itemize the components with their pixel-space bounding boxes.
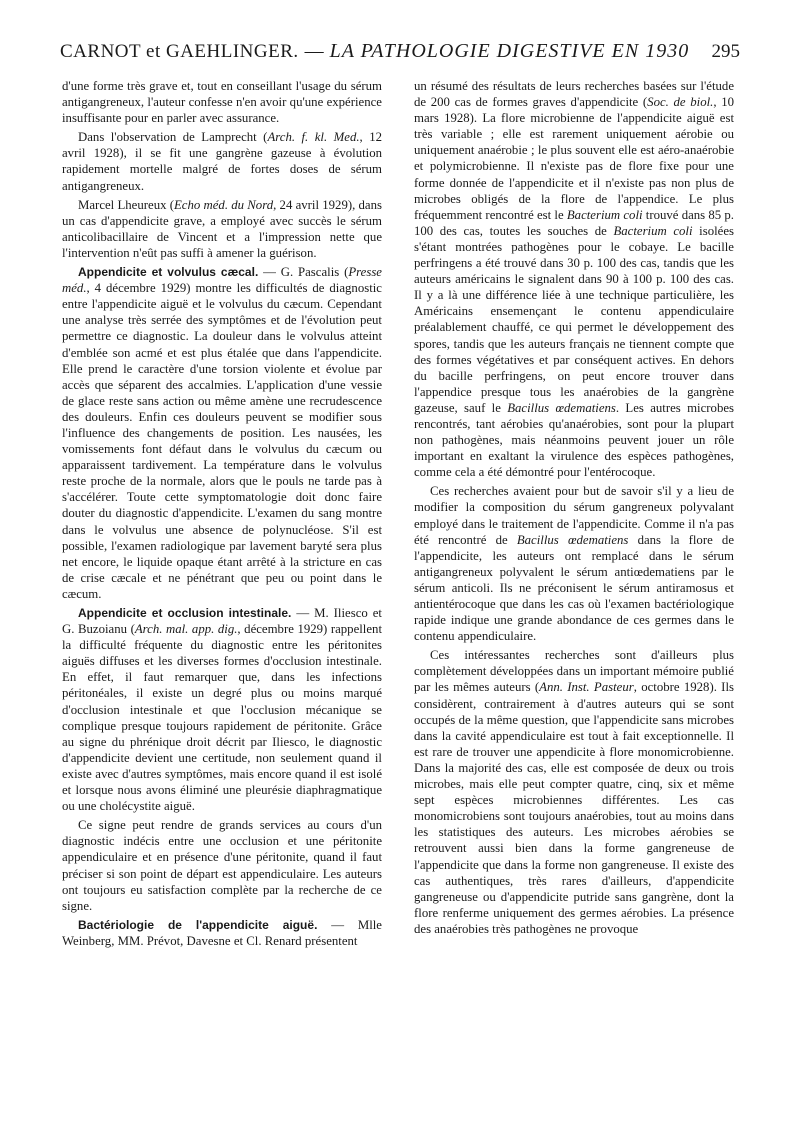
citation: Arch. f. kl. Med. <box>267 130 360 145</box>
right-column <box>414 78 734 1118</box>
header-title: LA PATHOLOGIE DIGESTIVE EN 1930 <box>329 40 690 62</box>
citation: Presse méd. <box>62 265 382 296</box>
section-heading: Appendicite et volvulus cæcal. <box>78 265 259 280</box>
paragraph: Ce signe peut rendre de grands services au cours d'un diagnostic indécis entre une occlusion et une péritonite appendiculaire et en présence d'une péritonite, quand il faut préciser si son point de départ est appendiculaire. Les auteurs ont toujours eu satisfaction complète par la recherche de ce signe. <box>62 818 382 913</box>
header-dash: — <box>304 41 324 62</box>
citation: Soc. de biol. <box>647 95 714 110</box>
section-heading: Bactériologie de l'appendicite aiguë. <box>78 917 318 932</box>
paragraph: Ces intéressantes recherches sont d'ailleurs plus complètement développées dans un important mémoire publié par les mêmes auteurs (Ann. Inst. Pasteur, octobre 1928). Ils considèrent, contrairement à d'autres auteurs qui se sont occupés de la même question, que l'appendicite sans microbes dans la cavité appendiculaire est tout à fait exceptionnelle. Il est rare de trouver une appendicite à flore monomicrobienne. Dans la majorité des cas, elle est composée de deux ou trois microbes, mais elle peut compter quatre, cinq, six et même sept espèces microbiennes différentes. Les cas monomicrobiens sont toujours anaérobies, tout au moins dans les statistiques des auteurs. Les microbes aérobies se retrouvent aussi bien dans la forme gangreneuse de l'appendicite que dans la forme non gangreneuse. Il existe des cas authentiques, très rares d'ailleurs, d'appendicite gangreneuse ou d'appendicite putride sans gangrène, dont la flore renferme uniquement des germes aérobies. La présence des anaérobies très pathogènes ne provoque <box>414 648 734 936</box>
section-heading: Appendicite et occlusion intestinale. <box>78 606 292 620</box>
paragraph: un résumé des résultats de leurs recherches basées sur l'étude de 200 cas de formes graves d'appendicite (Soc. de biol., 10 mars 1928). La flore microbienne de l'appendicite aiguë est très variable ; elle est rarement uniquement aérobie ou uniquement anaérobie ; le plus souvent elle est aéro-anaérobie et polymicrobienne. Il n'existe pas de flore fixe pour une forme donnée de l'appendicite et il n'existe pas non plus de microbes obligés de la flore de l'appendice. Le plus fréquemment rencontré est le Bacterium coli trouvé dans 85 p. 100 des cas, toutes les souches de Bacterium coli isolées s'étant montrées pathogènes pour le cobaye. Le bacille perfringens a été trouvé dans 30 p. 100 des cas, tandis que les auteurs américains le signalent dans 90 à 100 p. 100 des cas. Il y a là une différence liée à une technique particulière, les Américains ensemençant le contenu appendiculaire préalablement chauffé, ce qui permet le développement des spores, tandis que les auteurs français ne tiennent compte que des formes végétatives et par conséquent actives. En dehors du bacille perfringens, on peut encore trouver dans l'appendice presque tous les anaérobies de la gangrène gazeuse, sauf le Bacillus œdematiens. Les autres microbes rencontrés, tant aérobies qu'anaérobies, sont pour la plupart non pathogènes, mais néanmoins peuvent jouer un rôle important en exaltant la virulence des espèces pathogènes, comme cela a été démontré pour l'entérocoque. <box>414 79 734 480</box>
citation: Arch. mal. app. dig. <box>134 622 238 637</box>
citation: Echo méd. du Nord <box>173 197 274 212</box>
paragraph: d'une forme très grave et, tout en conseillant l'usage du sérum antigangreneux, l'auteur confesse n'en avoir qu'une expérience insuffisante pour en parler avec assurance. <box>62 79 382 126</box>
paragraph: Dans l'observation de Lamprecht (Arch. f. kl. Med., 12 avril 1928), il se fit une gangrène gazeuse à évolution rapidement mortelle malgré de fortes doses de sérum antigangreneux. <box>62 130 382 193</box>
paragraph: Appendicite et volvulus cæcal. — G. Pascalis (Presse méd., 4 décembre 1929) montre les difficultés de diagnostic entre l'appendicite aiguë et le volvulus du cæcum. Cependant une analyse très serrée des symptômes et de l'évolution peut permettre ce diagnostic. La douleur dans le volvulus atteint d'emblée son acmé et est plus étalée que dans l'appendicite. Elle prend le caractère d'une torsion violente et évolue par accès que séparent des accalmies. L'application d'une vessie de glace reste sans action ou même amène une recrudescence des douleurs. Enfin ces douleurs peuvent se modifier sous l'influence des changements de position. Les nausées, les vomissements font défaut dans le volvulus du cæcum ou apparaissent tardivement. La température dans le volvulus reste proche de la normale, alors que le pouls ne tarde pas à s'accélérer. Toute cette symptomatologie doit donc faire douter du diagnostic d'appendicite. L'examen du sang montre dans le volvulus une absence de polynucléose. S'il est possible, l'examen radiologique par lavement baryté sera plus net encore, le liquide opaque étant arrêté à la stricture en cas de crise cæcale et ne pénétrant que peu ou point dans le cæcum. <box>62 265 382 601</box>
species-name: Bacillus œdematiens <box>507 400 616 415</box>
species-name: Bacillus œdematiens <box>516 532 629 547</box>
species-name: Bacterium coli <box>566 207 643 222</box>
paragraph: Marcel Lheureux (Echo méd. du Nord, 24 avril 1929), dans un cas d'appendicite grave, a employé avec succès le sérum anticolibacillaire de Vincent et a l'impression nette que l'intervention n'eût pas suffi à amener la guérison. <box>62 197 382 260</box>
paragraph: Ces recherches avaient pour but de savoir s'il y a lieu de modifier la composition du sérum gangreneux polyvalant employé dans le traitement de l'appendicite. Comme il n'a pas été rencontré de Bacillus œdematiens dans la flore de l'appendicite, les auteurs ont remplacé dans le sérum antigangreneux polyvalent le sérum antiœdematiens par le sérum anticoli. Ils ne préconisent le sérum antiramosus et antientérocoque que dans les cas où l'examen bactériologique rapide indique une grande abondance de ces germes dans le contenu appendiculaire. <box>414 484 734 644</box>
species-name: Bacterium coli <box>613 223 693 238</box>
citation: Ann. Inst. Pasteur <box>539 680 634 695</box>
running-header <box>60 40 740 72</box>
paragraph: Appendicite et occlusion intestinale. — M. Iliesco et G. Buzoianu (Arch. mal. app. dig., décembre 1929) rappellent la difficulté fréquente du diagnostic entre les péritonites aiguës diffuses et les diverses formes d'occlusion intestinale. En effet, il faut remarquer que, dans les infections péritonéales, il existe un degré plus ou moins marqué d'occlusion intestinale et que l'occlusion mécanique se complique presque toujours rapidement de péritonite. Grâce au signe du phrénique droit décrit par Iliesco, le diagnostic d'appendicite devient une certitude, non seulement quand il existe avec d'autres symptômes, mais encore quand il est isolé et lorsque nous avons éliminé une pleurésie diaphragmatique ou une cholécystite aiguë. <box>62 606 382 814</box>
header-authors: CARNOT et GAEHLINGER. <box>60 41 299 62</box>
paragraph: Bactériologie de l'appendicite aiguë. — Mlle Weinberg, MM. Prévot, Davesne et Cl. Renard présentent <box>62 917 382 948</box>
left-column <box>62 78 382 1118</box>
page-number: 295 <box>711 41 740 62</box>
